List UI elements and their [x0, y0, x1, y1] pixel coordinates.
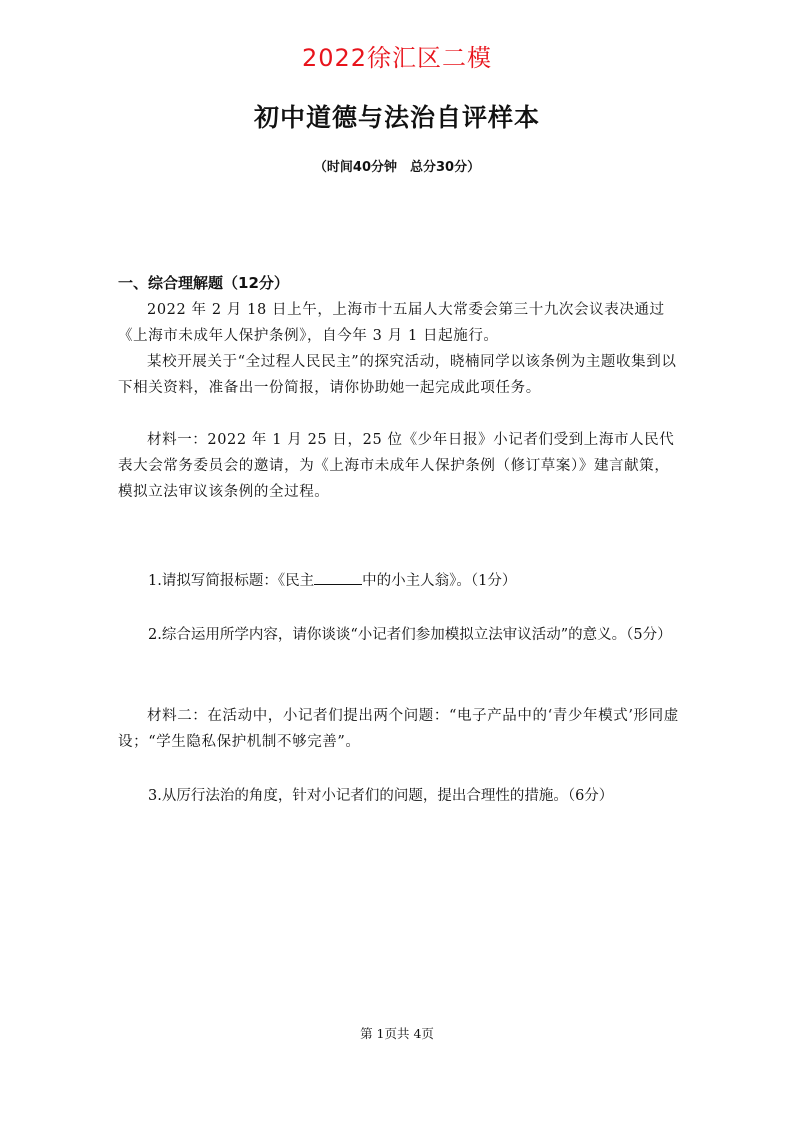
question-1: [148, 568, 688, 594]
exam-banner: 2022徐汇区二模: [301, 44, 493, 72]
context-paragraph: 某校开展关于“全过程人民民主”的探究活动，晓楠同学以该条例为主题收集到以下相关资料，准备出一份简报，请你协助她一起完成此项任务。: [118, 354, 677, 396]
question-2: 2.综合运用所学内容，请你谈谈“小记者们参加模拟立法审议活动”的意义。（5分）: [148, 627, 672, 643]
page-footer: 第 1页共 4页: [360, 1026, 434, 1041]
exam-time-score: （时间40分钟 总分30分）: [313, 160, 481, 175]
question-1-text-a: 1.请拟写简报标题：《民主: [148, 573, 315, 589]
section-heading: 一、综合理解题（12分）: [118, 274, 289, 292]
material-one: 材料一：2022 年 1 月 25 日，25 位《少年日报》小记者们受到上海市人民代表大会常务委员会的邀请，为《上海市未成年人保护条例（修订草案）》建言献策，模拟立法审议该条例的全过程。: [118, 432, 675, 500]
question-1-text-b: 中的小主人翁》。（1分）: [362, 573, 517, 589]
answer-blank[interactable]: [314, 570, 362, 585]
material-two: 材料二：在活动中，小记者们提出两个问题：“电子产品中的‘青少年模式’形同虚设；“学生隐私保护机制不够完善”。: [118, 708, 679, 750]
question-3: 3.从厉行法治的角度，针对小记者们的问题，提出合理性的措施。（6分）: [148, 788, 614, 804]
page-title: 初中道德与法治自评样本: [253, 103, 540, 132]
intro-paragraph: 2022 年 2 月 18 日上午，上海市十五届人大常委会第三十九次会议表决通过《上海市未成年人保护条例》，自今年 3 月 1 日起施行。: [118, 302, 665, 344]
